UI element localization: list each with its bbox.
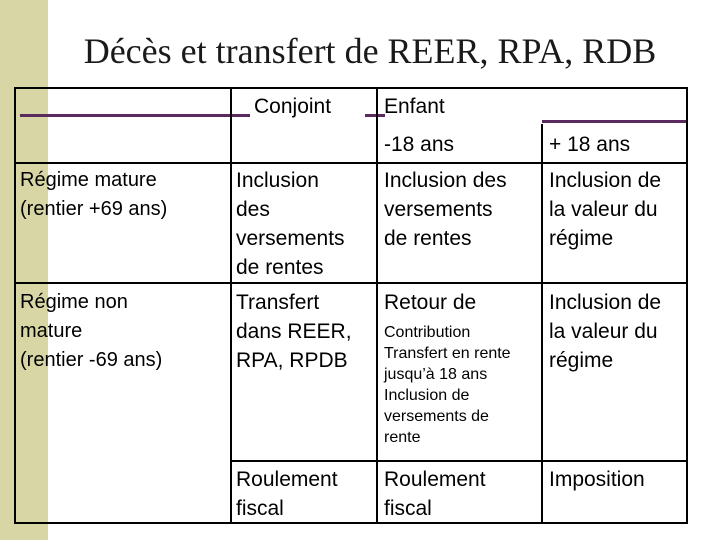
cell-non-mature-moins18-main: Retour de xyxy=(384,291,477,314)
row-label-mature: Régime mature (rentier +69 ans) xyxy=(20,169,168,220)
cell-non-mature-moins18-detail: Contribution Transfert en rente jusqu’à 18 ans Inclusion de versements de rente xyxy=(384,324,511,446)
table-divider-col2 xyxy=(376,87,378,524)
table-border-left xyxy=(14,87,16,524)
cell-mature-conjoint: Inclusion des versements de rentes xyxy=(236,169,345,279)
table-rule-row1 xyxy=(14,282,688,284)
table-border-top xyxy=(14,87,688,89)
cell-mature-plus18: Inclusion de la valeur du régime xyxy=(549,169,662,250)
header-moins-18: -18 ans xyxy=(384,133,455,156)
cell-non-mature-plus18: Inclusion de la valeur du régime xyxy=(549,291,662,372)
slide-title: Décès et transfert de REER, RPA, RDB xyxy=(83,31,657,71)
cell-non-mature-conjoint: Transfert dans REER, RPA, RPDB xyxy=(236,291,352,372)
table-border-right xyxy=(686,87,688,524)
header-enfant: Enfant xyxy=(384,95,445,118)
table-border-bottom xyxy=(14,522,688,524)
table-rule-row2 xyxy=(230,460,688,462)
cell-row3-conjoint: Roulement fiscal xyxy=(236,468,338,520)
cell-mature-moins18: Inclusion des versements de rentes xyxy=(384,169,507,250)
table-rule-header xyxy=(14,162,688,164)
table-divider-col3 xyxy=(541,124,543,524)
cell-row3-moins18: Roulement fiscal xyxy=(384,468,486,520)
header-plus-18: + 18 ans xyxy=(549,133,631,156)
row-label-non-mature: Régime non mature (rentier -69 ans) xyxy=(20,291,163,371)
header-conjoint: Conjoint xyxy=(254,95,332,118)
table-divider-col1 xyxy=(230,87,232,524)
cell-row3-plus18: Imposition xyxy=(549,468,645,491)
